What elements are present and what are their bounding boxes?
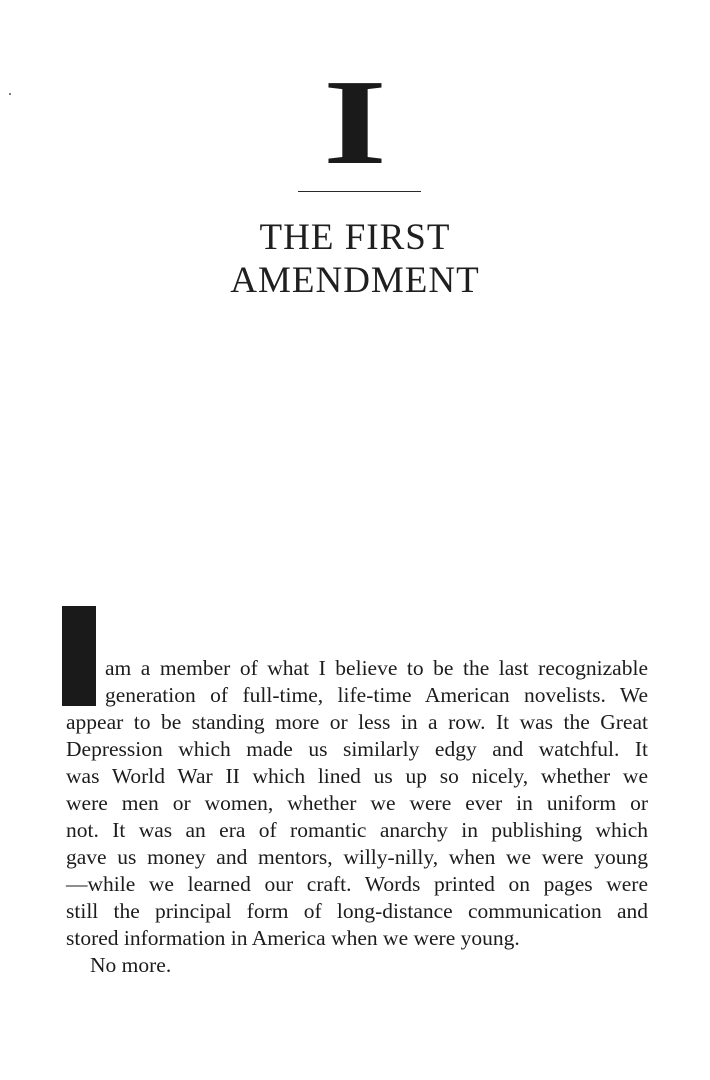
body-line: —while we learned our craft. Words printed on pages were <box>66 872 648 896</box>
drop-cap-letter <box>62 606 96 706</box>
chapter-title-line-1: THE FIRST <box>259 217 451 258</box>
body-line: generation of full-time, life-time American novelists. We <box>105 683 648 707</box>
chapter-numeral: I <box>322 55 388 190</box>
body-line: was World War II which lined us up so nicely, whether we <box>66 764 648 788</box>
chapter-divider-rule <box>298 191 421 192</box>
chapter-title <box>0 216 710 302</box>
body-line: were men or women, whether we were ever in uniform or <box>66 791 648 815</box>
chapter-title-line-2: AMENDMENT <box>230 260 480 301</box>
body-line: still the principal form of long-distance communication and <box>66 899 648 923</box>
body-line: gave us money and mentors, willy-nilly, when we were young <box>66 845 648 869</box>
body-line: am a member of what I believe to be the last recognizable <box>105 656 648 680</box>
body-line: stored information in America when we were young. <box>66 926 520 950</box>
body-line: not. It was an era of romantic anarchy in publishing which <box>66 818 648 842</box>
closing-line: No more. <box>90 953 172 977</box>
body-line: appear to be standing more or less in a row. It was the Great <box>66 710 648 734</box>
body-line: Depression which made us similarly edgy and watchful. It <box>66 737 648 761</box>
